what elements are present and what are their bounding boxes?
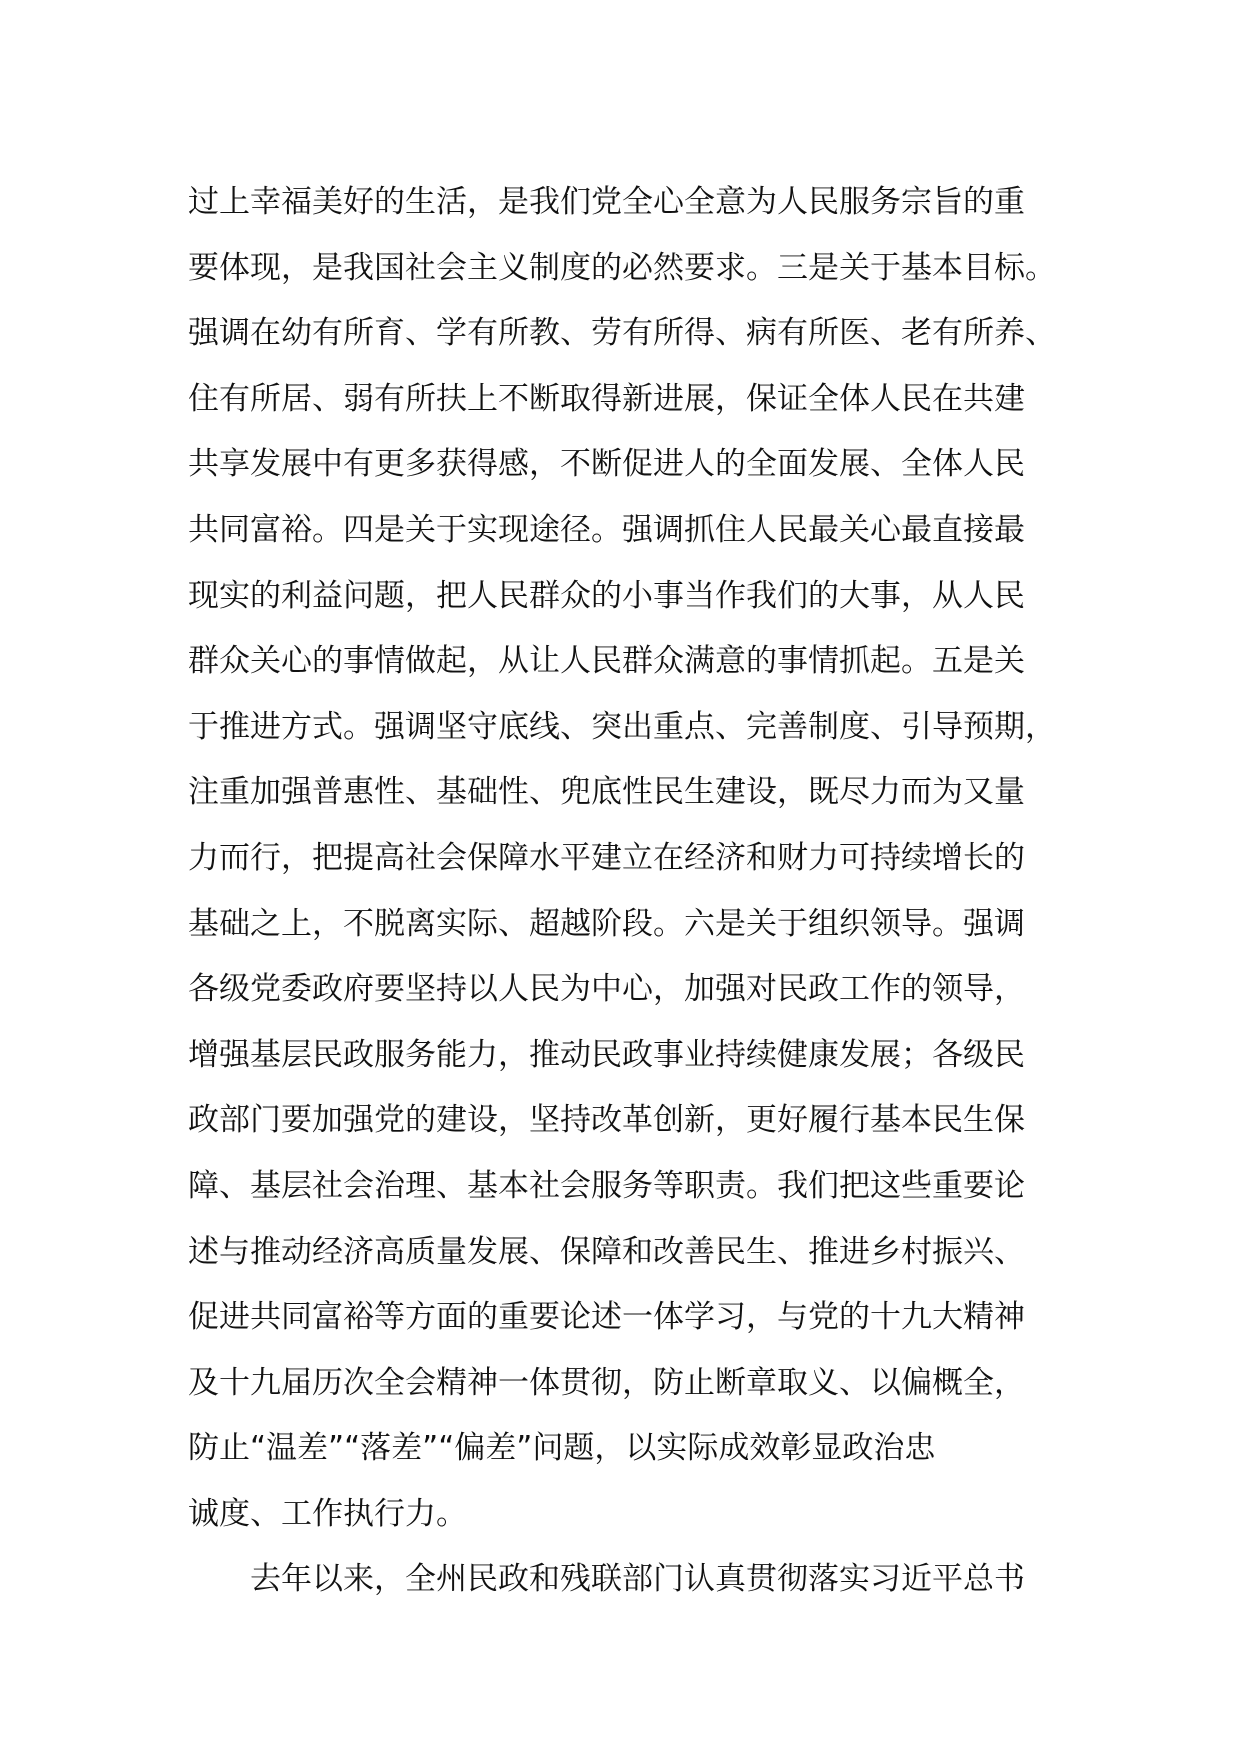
- text-line: 增强基层民政服务能力，推动民政事业持续健康发展；各级民: [188, 1036, 1025, 1073]
- text-line: 注重加强普惠性、基础性、兜底性民生建设，既尽力而为又量: [188, 774, 1025, 811]
- text-line: 于推进方式。强调坚守底线、突出重点、完善制度、引导预期，: [188, 708, 1056, 745]
- text-line: 住有所居、弱有所扶上不断取得新进展，保证全体人民在共建: [188, 380, 1025, 417]
- text-line: 促进共同富裕等方面的重要论述一体学习，与党的十九大精神: [188, 1299, 1025, 1336]
- text-line: 过上幸福美好的生活，是我们党全心全意为人民服务宗旨的重: [188, 184, 1025, 220]
- text-line: 群众关心的事情做起，从让人民群众满意的事情抓起。五是关: [188, 643, 1025, 680]
- text-line: 力而行，把提高社会保障水平建立在经济和财力可持续增长的: [188, 839, 1025, 876]
- text-line: 共同富裕。四是关于实现途径。强调抓住人民最关心最直接最: [188, 511, 1025, 548]
- paragraph-start-line: 去年以来，全州民政和残联部门认真贯彻落实习近平总书: [250, 1561, 1025, 1598]
- text-line: 障、基层社会治理、基本社会服务等职责。我们把这些重要论: [188, 1167, 1025, 1204]
- text-line: 及十九届历次全会精神一体贯彻，防止断章取义、以偏概全，: [188, 1364, 1025, 1401]
- text-line: 现实的利益问题，把人民群众的小事当作我们的大事，从人民: [188, 577, 1025, 614]
- text-line: 强调在幼有所育、学有所教、劳有所得、病有所医、老有所养、: [188, 315, 1056, 352]
- text-line: 诚度、工作执行力。: [188, 1495, 467, 1532]
- body-text: [188, 170, 1068, 1613]
- text-line: 基础之上，不脱离实际、超越阶段。六是关于组织领导。强调: [188, 905, 1025, 942]
- text-line: 防止“温差”“落差”“偏差”问题，以实际成效彰显政治忠: [188, 1430, 936, 1467]
- text-line: 共享发展中有更多获得感，不断促进人的全面发展、全体人民: [188, 446, 1025, 483]
- text-line: 要体现，是我国社会主义制度的必然要求。三是关于基本目标。: [188, 249, 1056, 286]
- text-line: 各级党委政府要坚持以人民为中心，加强对民政工作的领导，: [188, 971, 1025, 1008]
- text-line: 政部门要加强党的建设，坚持改革创新，更好履行基本民生保: [188, 1102, 1025, 1139]
- text-line: 述与推动经济高质量发展、保障和改善民生、推进乡村振兴、: [188, 1233, 1025, 1270]
